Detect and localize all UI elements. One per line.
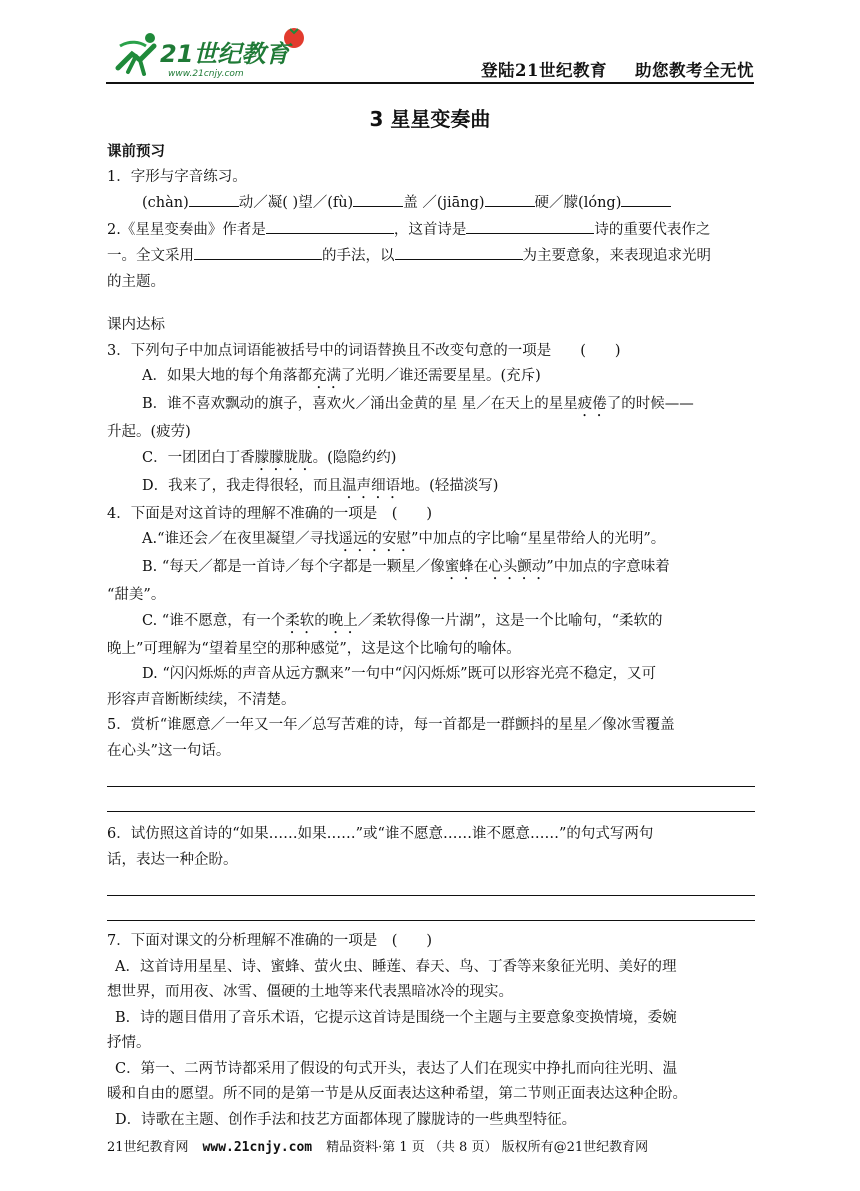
slogan-right: 助您教考全无忧 bbox=[635, 61, 754, 80]
q4-option-b-cont: “甜美”。 bbox=[107, 587, 166, 603]
answer-blank[interactable] bbox=[353, 190, 403, 207]
q4-option-c[interactable]: C. “谁不愿意，有一个柔软的晚上／柔软得像一片湖”，这是一个比喻句，“柔软的 bbox=[142, 612, 663, 629]
section-heading-preview: 课前预习 bbox=[107, 143, 165, 160]
footer-site: 21世纪教育网 bbox=[107, 1140, 189, 1155]
q7-option-c-cont: 暖和自由的愿望。所不同的是第一节是从反面表达这种希望，第二节则正面表达这种企盼。 bbox=[107, 1086, 687, 1102]
q3-option-b-cont: 升起。(疲劳) bbox=[107, 424, 191, 440]
q7-option-b-cont: 抒情。 bbox=[107, 1035, 151, 1051]
header-slogan bbox=[481, 57, 754, 81]
q2-line3: 的主题。 bbox=[107, 273, 165, 290]
q3-option-a[interactable]: A．如果大地的每个角落都充满了光明／谁还需要星星。(充斥) bbox=[142, 368, 541, 384]
footer-url[interactable]: www.21cnjy.com bbox=[202, 1140, 313, 1155]
q2-line1: 2.《星星变奏曲》作者是 ，这首诗是 诗的重要代表作之 bbox=[107, 217, 755, 244]
q4-option-c-cont: 晚上”可理解为“望着星空的那种感觉”，这是这个比喻句的喻体。 bbox=[107, 640, 521, 657]
q7-option-c[interactable]: C．第一、二两节诗都采用了假设的句式开头，表达了人们在现实中挣扎而向往光明、温 bbox=[115, 1060, 678, 1077]
q6-line1: 6．试仿照这首诗的“如果……如果……”或“谁不愿意……谁不愿意……”的句式写两句 bbox=[107, 826, 654, 842]
page-title: 3 星星变奏曲 bbox=[369, 107, 491, 131]
answer-blank[interactable] bbox=[466, 217, 594, 234]
q7-stem: 7．下面对课文的分析理解不准确的一项是 ( ) bbox=[107, 933, 433, 949]
logo-url: www.21cnjy.com bbox=[168, 69, 244, 79]
footer-info: 精品资料·第 1 页 （共 8 页） 版权所有@21世纪教育网 bbox=[326, 1140, 649, 1155]
answer-blank[interactable] bbox=[266, 217, 394, 234]
q5-line1: 5．赏析“谁愿意／一年又一年／总写苦难的诗，每一首都是一群颤抖的星星／像冰雪覆盖 bbox=[107, 717, 675, 733]
q6-line2: 话，表达一种企盼。 bbox=[107, 851, 238, 868]
answer-blank[interactable] bbox=[395, 243, 523, 260]
q3-option-c[interactable]: C．一团团白丁香朦朦胧胧。(隐隐约约) bbox=[142, 449, 397, 466]
section-heading-inclass: 课内达标 bbox=[107, 317, 165, 333]
slogan-left: 登陆21世纪教育 bbox=[481, 61, 607, 80]
q3-option-d[interactable]: D．我来了，我走得很轻，而且温声细语地。(轻描淡写) bbox=[142, 477, 499, 494]
page-header bbox=[0, 0, 860, 86]
page-footer bbox=[107, 1136, 648, 1155]
q4-option-a[interactable]: A.“谁还会／在夜里凝望／寻找遥远的安慰”中加点的字比喻“星星带给人的光明”。 bbox=[142, 531, 666, 547]
q3-option-b[interactable]: B．谁不喜欢飘动的旗子，喜欢火／涌出金黄的星 星／在天上的星星疲倦了的时候—— bbox=[142, 396, 694, 412]
header-divider bbox=[106, 82, 754, 84]
q4-option-b[interactable]: B. “每天／都是一首诗／每个字都是一颗星／像蜜蜂在心头颤动”中加点的字意味着 bbox=[142, 559, 670, 575]
q7-option-b[interactable]: B．诗的题目借用了音乐术语，它提示这首诗是围绕一个主题与主要意象变换情境，委婉 bbox=[115, 1009, 677, 1026]
running-man-icon bbox=[118, 33, 155, 74]
site-logo[interactable] bbox=[110, 24, 310, 82]
q1-stem: 1．字形与字音练习。 bbox=[107, 168, 247, 185]
q4-option-d-cont: 形容声音断断续续，不清楚。 bbox=[107, 691, 296, 708]
q7-option-a[interactable]: A．这首诗用星星、诗、蜜蜂、萤火虫、睡莲、春天、鸟、丁香等来象征光明、美好的理 bbox=[115, 958, 677, 975]
q1-items: (chàn) 动／凝( )望／(fù) 盖 ／(jiāng) 硬／朦(lóng) bbox=[107, 190, 755, 217]
q4-option-d[interactable]: D. “闪闪烁烁的声音从远方飘来”一句中“闪闪烁烁”既可以形容光亮不稳定，又可 bbox=[142, 666, 656, 682]
logo-text: 21世纪教育 bbox=[160, 40, 290, 68]
q5-line2: 在心头”这一句话。 bbox=[107, 742, 231, 759]
q7-option-d[interactable]: D．诗歌在主题、创作手法和技艺方面都体现了朦胧诗的一些典型特征。 bbox=[115, 1111, 577, 1128]
worksheet-body bbox=[107, 139, 755, 1133]
answer-blank[interactable] bbox=[189, 190, 239, 207]
q2-line2: 一。全文采用 的手法，以 为主要意象，来表现追求光明 bbox=[107, 243, 755, 270]
q3-stem: 3．下列句子中加点词语能被括号中的词语替换且不改变句意的一项是 ( ) bbox=[107, 342, 621, 359]
q4-stem: 4．下面是对这首诗的理解不准确的一项是 ( ) bbox=[107, 505, 433, 522]
answer-blank[interactable] bbox=[194, 243, 322, 260]
answer-blank[interactable] bbox=[621, 190, 671, 207]
q7-option-a-cont: 想世界，而用夜、冰雪、僵硬的土地等来代表黑暗冰冷的现实。 bbox=[107, 984, 513, 1000]
answer-blank[interactable] bbox=[485, 190, 535, 207]
